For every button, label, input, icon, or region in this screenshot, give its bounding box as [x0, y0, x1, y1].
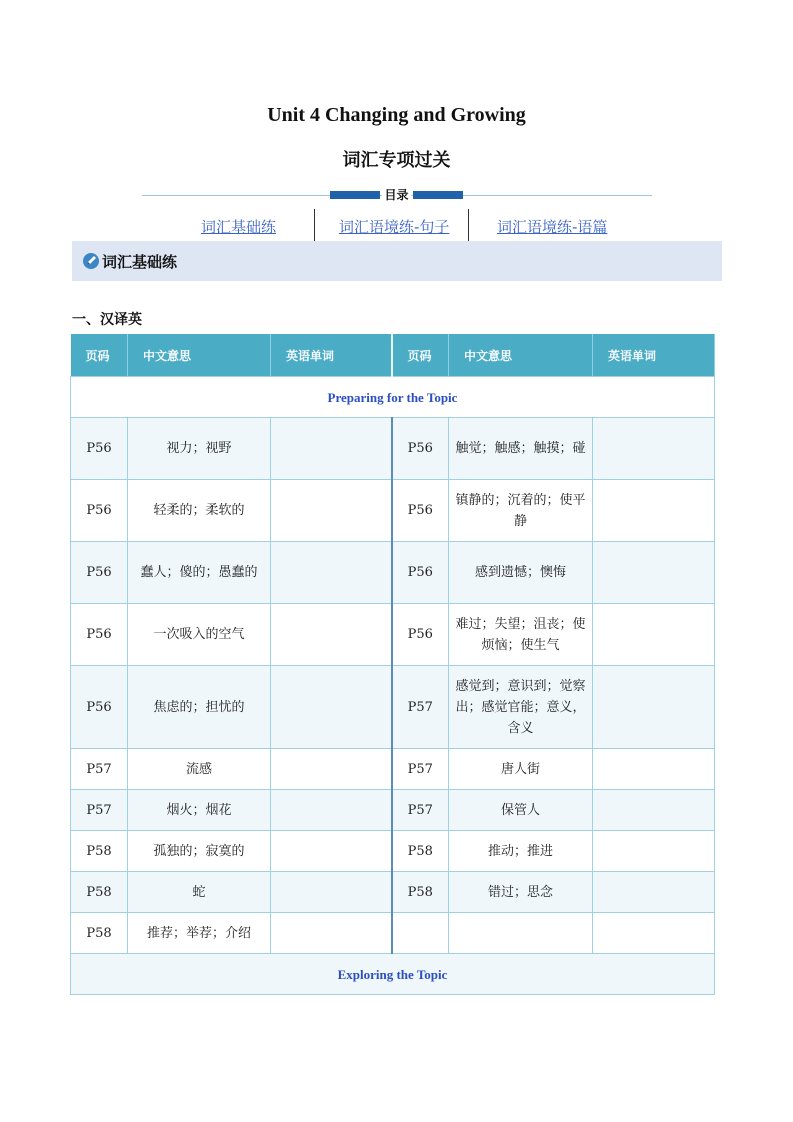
page-cell: P56 [392, 480, 449, 542]
table-row [71, 872, 715, 913]
page-cell: P56 [392, 604, 449, 666]
table-row [71, 542, 715, 604]
page-cell: P57 [71, 749, 128, 790]
page-cell: P57 [71, 790, 128, 831]
english-answer-cell[interactable] [271, 542, 392, 604]
table-row [71, 831, 715, 872]
toc-link-basic[interactable]: 词汇基础练 [201, 218, 277, 236]
pen-icon [82, 252, 100, 270]
english-answer-cell[interactable] [593, 480, 715, 542]
page-cell: P56 [71, 604, 128, 666]
chinese-cell: 唐人街 [449, 749, 593, 790]
header-page: 页码 [392, 334, 449, 377]
english-answer-cell[interactable] [593, 604, 715, 666]
english-answer-cell[interactable] [271, 831, 392, 872]
english-answer-cell[interactable] [271, 749, 392, 790]
table-row [71, 790, 715, 831]
page-cell: P56 [71, 666, 128, 749]
chinese-cell: 难过；失望；沮丧；使烦恼；使生气 [449, 604, 593, 666]
page-cell: P57 [392, 790, 449, 831]
header-page: 页码 [71, 334, 128, 377]
chinese-cell: 触觉；触感；触摸；碰 [449, 418, 593, 480]
toc-link-passage[interactable]: 词汇语境练-语篇 [497, 218, 608, 236]
header-english: 英语单词 [593, 334, 715, 377]
toc-separator [468, 209, 469, 241]
toc-link-sentence[interactable]: 词汇语境练-句子 [339, 218, 450, 236]
section-title: Preparing for the Topic [71, 377, 715, 418]
header-english: 英语单词 [271, 334, 392, 377]
chinese-cell: 保管人 [449, 790, 593, 831]
page-cell: P58 [392, 872, 449, 913]
chinese-cell: 推荐；举荐；介绍 [128, 913, 271, 954]
chinese-cell: 推动；推进 [449, 831, 593, 872]
section-header [72, 241, 722, 281]
page-cell: P57 [392, 749, 449, 790]
section-title: Exploring the Topic [71, 954, 715, 995]
chinese-cell: 蛇 [128, 872, 271, 913]
english-answer-cell[interactable] [271, 790, 392, 831]
chinese-cell: 轻柔的；柔软的 [128, 480, 271, 542]
page-cell: P56 [71, 542, 128, 604]
chinese-cell: 感觉到；意识到；觉察出；感觉官能；意义，含义 [449, 666, 593, 749]
page-cell: P57 [392, 666, 449, 749]
english-answer-cell[interactable] [593, 913, 715, 954]
page-cell: P58 [392, 831, 449, 872]
chinese-cell: 蠢人；傻的；愚蠢的 [128, 542, 271, 604]
part-title: 一、汉译英 [72, 312, 142, 328]
table-row [71, 418, 715, 480]
toc-separator [314, 209, 315, 241]
section-row [71, 954, 715, 995]
english-answer-cell[interactable] [271, 480, 392, 542]
chinese-cell: 烟火；烟花 [128, 790, 271, 831]
table-header-row [71, 334, 715, 377]
section-label: 词汇基础练 [102, 253, 178, 271]
english-answer-cell[interactable] [271, 913, 392, 954]
page-cell: P58 [71, 913, 128, 954]
chinese-cell: 孤独的；寂寞的 [128, 831, 271, 872]
english-answer-cell[interactable] [593, 666, 715, 749]
page-cell: P56 [71, 418, 128, 480]
chinese-cell [449, 913, 593, 954]
header-chinese: 中文意思 [449, 334, 593, 377]
english-answer-cell[interactable] [593, 418, 715, 480]
page-cell: P58 [71, 872, 128, 913]
english-answer-cell[interactable] [593, 790, 715, 831]
english-answer-cell[interactable] [593, 872, 715, 913]
table-row [71, 604, 715, 666]
table-row [71, 666, 715, 749]
table-row [71, 913, 715, 954]
english-answer-cell[interactable] [271, 872, 392, 913]
table-row [71, 480, 715, 542]
english-answer-cell[interactable] [593, 831, 715, 872]
vocab-table [70, 334, 715, 995]
chinese-cell: 焦虑的；担忧的 [128, 666, 271, 749]
chinese-cell: 视力；视野 [128, 418, 271, 480]
page-cell: P56 [71, 480, 128, 542]
chinese-cell: 镇静的；沉着的；使平静 [449, 480, 593, 542]
chinese-cell: 感到遗憾；懊悔 [449, 542, 593, 604]
header-chinese: 中文意思 [128, 334, 271, 377]
document-title: Unit 4 Changing and Growing [267, 104, 526, 126]
chinese-cell: 一次吸入的空气 [128, 604, 271, 666]
page-cell: P56 [392, 542, 449, 604]
english-answer-cell[interactable] [593, 542, 715, 604]
chinese-cell: 错过；思念 [449, 872, 593, 913]
toc-label: 目录 [384, 188, 409, 202]
document-subtitle: 词汇专项过关 [342, 150, 451, 171]
english-answer-cell[interactable] [271, 604, 392, 666]
page-cell: P58 [71, 831, 128, 872]
english-answer-cell[interactable] [271, 418, 392, 480]
page-cell: P56 [392, 418, 449, 480]
english-answer-cell[interactable] [271, 666, 392, 749]
english-answer-cell[interactable] [593, 749, 715, 790]
table-row [71, 749, 715, 790]
section-row [71, 377, 715, 418]
page-cell [392, 913, 449, 954]
chinese-cell: 流感 [128, 749, 271, 790]
